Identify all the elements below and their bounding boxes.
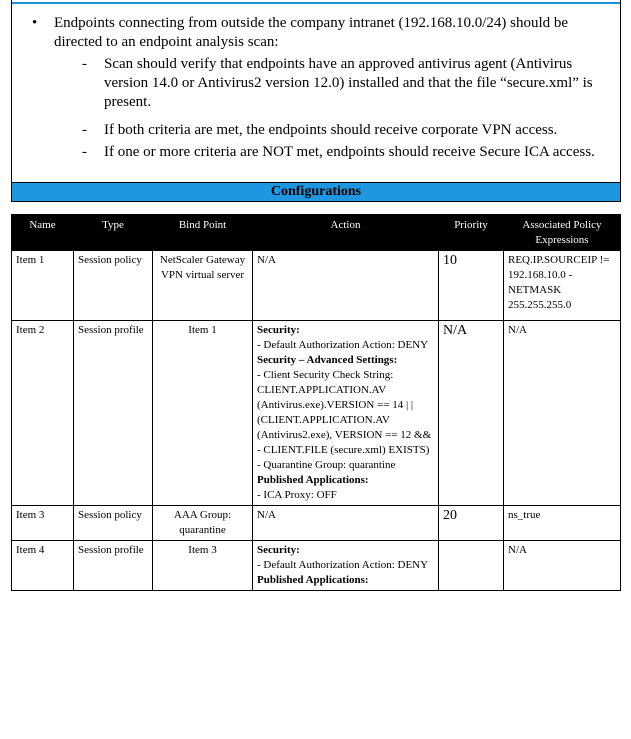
cell-action <box>253 541 439 591</box>
bullet-icon: • <box>32 15 38 31</box>
cell-name: Item 3 <box>12 506 74 541</box>
requirement-sub-item-3: If one or more criteria are NOT met, endpoints should receive Secure ICA access. <box>104 144 595 160</box>
action-line: Published Applications: <box>257 574 369 586</box>
table-row <box>12 321 621 506</box>
cell-bind-point: AAA Group: quarantine <box>153 506 253 541</box>
action-line: - ICA Proxy: OFF <box>257 489 337 501</box>
cell-type: Session policy <box>74 506 153 541</box>
cell-type: Session policy <box>74 251 153 321</box>
cell-expression: ns_true <box>504 506 621 541</box>
action-line: - CLIENT.FILE (secure.xml) EXISTS) <box>257 444 430 456</box>
dash-icon: - <box>82 122 87 138</box>
action-line: Security: <box>257 324 300 336</box>
table-row <box>12 251 621 321</box>
action-line: Security: <box>257 544 300 556</box>
action-line: - Default Authorization Action: DENY <box>257 339 429 351</box>
dash-icon: - <box>82 56 87 72</box>
cell-expression: N/A <box>504 541 621 591</box>
cell-priority: 20 <box>439 506 504 541</box>
cell-expression: N/A <box>504 321 621 506</box>
cell-priority: N/A <box>439 321 504 506</box>
cell-name: Item 1 <box>12 251 74 321</box>
requirement-sub-item-2: If both criteria are met, the endpoints should receive corporate VPN access. <box>104 122 558 138</box>
cell-name: Item 4 <box>12 541 74 591</box>
table-row <box>12 506 621 541</box>
cell-name: Item 2 <box>12 321 74 506</box>
cell-bind-point: Item 1 <box>153 321 253 506</box>
action-line: - Default Authorization Action: DENY <box>257 559 429 571</box>
table-header-row <box>12 215 621 251</box>
column-header-name: Name <box>12 215 74 251</box>
column-header-bind-point: Bind Point <box>153 215 253 251</box>
column-header-type: Type <box>74 215 153 251</box>
configurations-header: Configurations <box>11 182 621 202</box>
requirement-bullet-text: Endpoints connecting from outside the company intranet (192.168.10.0/24) should be directed to an endpoint analysis scan: <box>54 15 569 50</box>
cell-type: Session profile <box>74 541 153 591</box>
cell-type: Session profile <box>74 321 153 506</box>
cell-bind-point: NetScaler Gateway VPN virtual server <box>153 251 253 321</box>
cell-action: N/A <box>253 251 439 321</box>
action-line: - Quarantine Group: quarantine <box>257 459 396 471</box>
column-header-priority: Priority <box>439 215 504 251</box>
cell-priority <box>439 541 504 591</box>
action-line: - Client Security Check String: CLIENT.APPLICATION.AV (Antivirus.exe).VERSION == 14 | | (CLIENT.APPLICATION.AV (Antivirus2.exe), VERSION == 12 && <box>257 369 432 441</box>
action-line: Published Applications: <box>257 474 369 486</box>
requirement-sub-item-1: Scan should verify that endpoints have an approved antivirus agent (Antivirus version 14.0 or Antivirus2 version 12.0) installed and that the file “secure.xml” is present. <box>104 56 593 110</box>
cell-expression: REQ.IP.SOURCEIP != 192.168.10.0 -NETMASK 255.255.255.0 <box>504 251 621 321</box>
configurations-table <box>11 214 621 591</box>
column-header-action: Action <box>253 215 439 251</box>
requirements-top-border <box>12 2 620 4</box>
cell-priority: 10 <box>439 251 504 321</box>
cell-action: N/A <box>253 506 439 541</box>
cell-action <box>253 321 439 506</box>
table-row <box>12 541 621 591</box>
dash-icon: - <box>82 144 87 160</box>
action-line: Security – Advanced Settings: <box>257 354 398 366</box>
column-header-expressions: Associated Policy Expressions <box>504 215 621 251</box>
cell-bind-point: Item 3 <box>153 541 253 591</box>
